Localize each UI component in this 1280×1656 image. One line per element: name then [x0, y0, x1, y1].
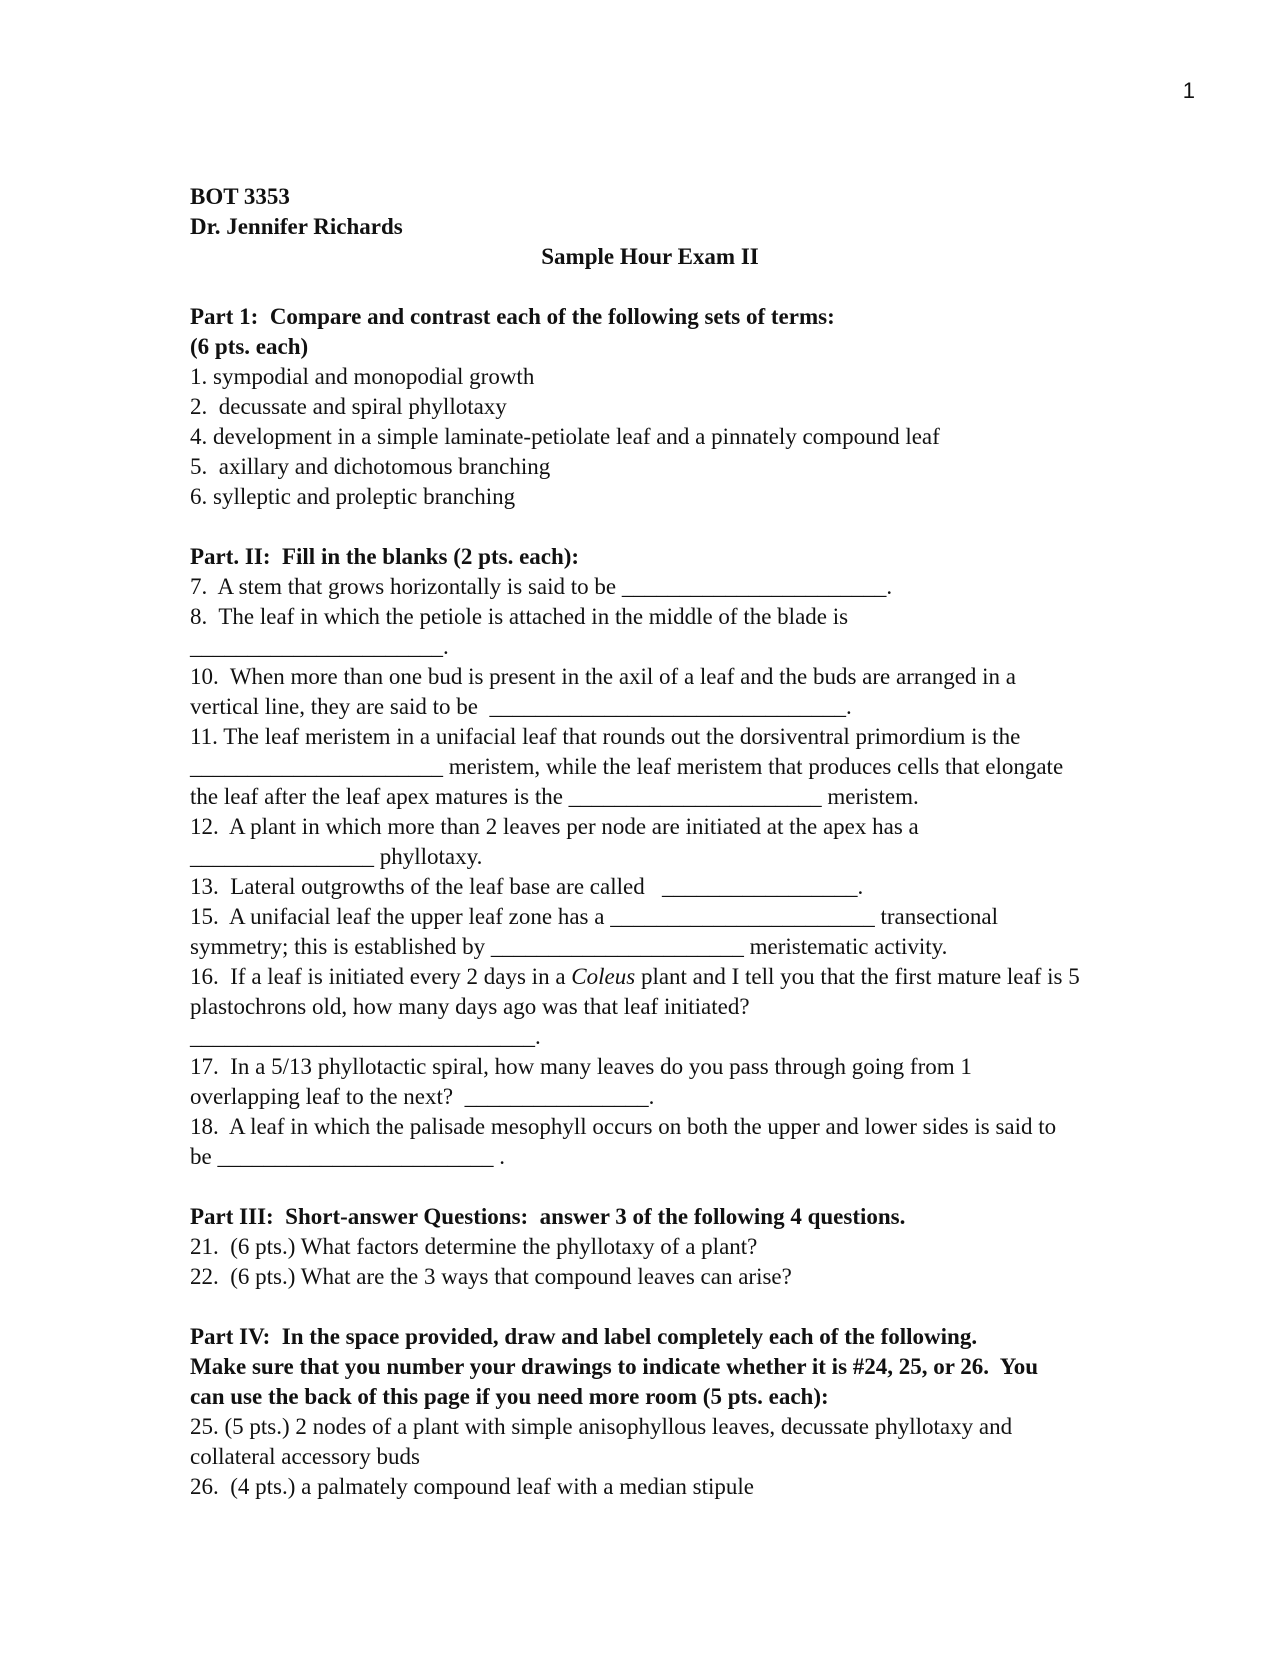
q16-coleus: Coleus: [571, 964, 636, 989]
q16-prefix: 16. If a leaf is initiated every 2 days in a: [190, 964, 572, 989]
exam-content: [190, 182, 1110, 1502]
part2-heading: Part. II: Fill in the blanks (2 pts. each):: [190, 544, 580, 569]
part1-item: 1. sympodial and monopodial growth: [190, 364, 535, 389]
part3-heading: Part III: Short-answer Questions: answer 3 of the following 4 questions.: [190, 1204, 906, 1229]
part1-points: (6 pts. each): [190, 334, 309, 359]
part3-item: 21. (6 pts.) What factors determine the phyllotaxy of a plant?: [190, 1234, 758, 1259]
part2-line: be ________________________ .: [190, 1144, 505, 1169]
part2-line: ______________________________.: [190, 1024, 541, 1049]
part4-heading: can use the back of this page if you need more room (5 pts. each):: [190, 1384, 829, 1409]
part2-line: ______________________ meristem, while the leaf meristem that produces cells that elongate: [190, 754, 1064, 779]
part2-line: 18. A leaf in which the palisade mesophyll occurs on both the upper and lower sides is said to: [190, 1114, 1057, 1139]
part2-line: vertical line, they are said to be _______________________________.: [190, 694, 852, 719]
part2-line: 7. A stem that grows horizontally is said to be _______________________.: [190, 574, 893, 599]
part4-item: collateral accessory buds: [190, 1444, 420, 1469]
part2-line: 15. A unifacial leaf the upper leaf zone has a _______________________ transectional: [190, 904, 998, 929]
part4-heading: Make sure that you number your drawings to indicate whether it is #24, 25, or 26. You: [190, 1354, 1039, 1379]
part2-line: overlapping leaf to the next? ________________.: [190, 1084, 655, 1109]
course-code: BOT 3353: [190, 184, 290, 209]
part2-line: symmetry; this is established by ______________________ meristematic activity.: [190, 934, 948, 959]
page-number: 1: [1182, 78, 1195, 103]
part2-line: 17. In a 5/13 phyllotactic spiral, how many leaves do you pass through going from 1: [190, 1054, 972, 1079]
exam-title: Sample Hour Exam II: [541, 244, 759, 269]
part3-item: 22. (6 pts.) What are the 3 ways that compound leaves can arise?: [190, 1264, 792, 1289]
part2-line: the leaf after the leaf apex matures is the ______________________ meristem.: [190, 784, 919, 809]
question-16-line: [190, 962, 1110, 992]
part4-item: 25. (5 pts.) 2 nodes of a plant with simple anisophyllous leaves, decussate phyllotaxy and: [190, 1414, 1013, 1439]
part2-line: ______________________.: [190, 634, 449, 659]
part2-line: plastochrons old, how many days ago was that leaf initiated?: [190, 994, 750, 1019]
part2-line: ________________ phyllotaxy.: [190, 844, 483, 869]
part1-item: 6. sylleptic and proleptic branching: [190, 484, 516, 509]
part2-line: 11. The leaf meristem in a unifacial leaf that rounds out the dorsiventral primordium is the: [190, 724, 1021, 749]
q16-suffix: plant and I tell you that the first mature leaf is 5: [635, 964, 1080, 989]
part1-item: 2. decussate and spiral phyllotaxy: [190, 394, 507, 419]
part2-line: 8. The leaf in which the petiole is attached in the middle of the blade is: [190, 604, 849, 629]
part2-line: 10. When more than one bud is present in the axil of a leaf and the buds are arranged in a: [190, 664, 1017, 689]
part2-line: 13. Lateral outgrowths of the leaf base are called _________________.: [190, 874, 864, 899]
part4-heading: Part IV: In the space provided, draw and label completely each of the following.: [190, 1324, 978, 1349]
part2-line: 12. A plant in which more than 2 leaves per node are initiated at the apex has a: [190, 814, 919, 839]
part4-item: 26. (4 pts.) a palmately compound leaf with a median stipule: [190, 1474, 754, 1499]
part1-item: 5. axillary and dichotomous branching: [190, 454, 551, 479]
part1-heading: Part 1: Compare and contrast each of the following sets of terms:: [190, 304, 835, 329]
instructor-name: Dr. Jennifer Richards: [190, 214, 403, 239]
part1-item: 4. development in a simple laminate-petiolate leaf and a pinnately compound leaf: [190, 424, 940, 449]
